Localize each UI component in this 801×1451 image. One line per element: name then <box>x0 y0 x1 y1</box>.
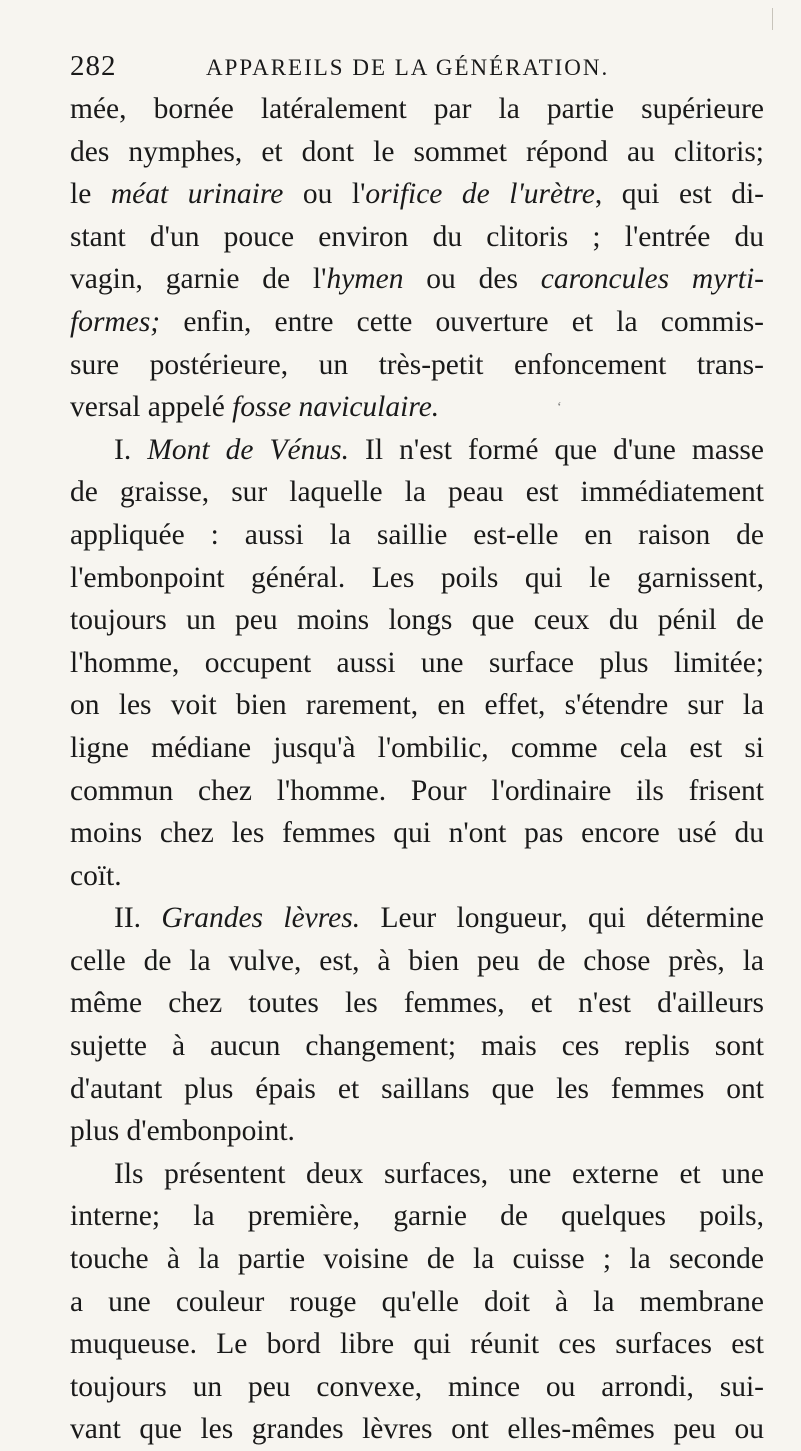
text-line: toujours un peu moins longs que ceux du pénil de <box>70 604 764 637</box>
text-line: muqueuse. Le bord libre qui réunit ces surfaces est <box>70 1328 764 1361</box>
text-line: Ils présentent deux surfaces, une externe et une <box>114 1157 764 1190</box>
section-heading-line: II. Grandes lèvres. Leur longueur, qui détermine <box>114 902 764 935</box>
running-title: APPAREILS DE LA GÉNÉRATION. <box>206 55 610 80</box>
text-line: l'homme, occupent aussi une surface plus limitée; <box>70 646 764 679</box>
text-line: plus d'embonpoint. <box>70 1115 295 1148</box>
text-line: moins chez les femmes qui n'ont pas encore usé du <box>70 817 764 850</box>
text-line: a une couleur rouge qu'elle doit à la membrane <box>70 1285 764 1318</box>
text-line: mée, bornée latéralement par la partie supérieure <box>70 93 764 125</box>
text-line: interne; la première, garnie de quelques poils, <box>70 1200 764 1233</box>
text-line: des nymphes, et dont le sommet répond au clitoris; <box>70 135 764 168</box>
text-line: le méat urinaire ou l'orifice de l'urètre, qui est di- <box>70 178 765 211</box>
text-line: stant d'un pouce environ du clitoris ; l'entrée du <box>70 220 764 253</box>
text-line: appliquée : aussi la saillie est-elle en raison de <box>70 518 764 551</box>
text-line: l'embonpoint général. Les poils qui le garnissent, <box>70 561 764 594</box>
page-number: 282 <box>70 50 117 82</box>
stray-print-mark: ʻ <box>557 400 562 415</box>
text-line: toujours un peu convexe, mince ou arrondi, sui- <box>70 1370 764 1403</box>
text-line: versal appelé fosse naviculaire. <box>70 391 440 424</box>
text-line: vagin, garnie de l'hymen ou des caroncules myrti- <box>70 263 765 296</box>
text-line: commun chez l'homme. Pour l'ordinaire ils frisent <box>70 774 764 807</box>
text-line: formes; enfin, entre cette ouverture et la commis- <box>70 305 764 338</box>
text-line: sure postérieure, un très-petit enfoncement trans- <box>70 348 764 381</box>
page-header <box>70 50 762 90</box>
text-line: touche à la partie voisine de la cuisse ; la seconde <box>70 1243 764 1276</box>
text-line: ligne médiane jusqu'à l'ombilic, comme cela est si <box>70 731 764 764</box>
text-line: de graisse, sur laquelle la peau est immédiatement <box>70 476 764 509</box>
text-line: même chez toutes les femmes, et n'est d'ailleurs <box>70 987 764 1020</box>
text-line: celle de la vulve, est, à bien peu de chose près, la <box>70 944 764 977</box>
text-line: vant que les grandes lèvres ont elles-mêmes peu ou <box>70 1413 764 1446</box>
text-line: d'autant plus épais et saillans que les femmes ont <box>70 1072 764 1105</box>
text-line: on les voit bien rarement, en effet, s'étendre sur la <box>70 689 764 722</box>
section-heading-line: I. Mont de Vénus. Il n'est formé que d'une masse <box>114 433 764 466</box>
text-line: coït. <box>70 859 122 892</box>
page-edge-mark <box>772 8 773 30</box>
text-line: sujette à aucun changement; mais ces replis sont <box>70 1030 764 1063</box>
body-text <box>70 88 764 1451</box>
